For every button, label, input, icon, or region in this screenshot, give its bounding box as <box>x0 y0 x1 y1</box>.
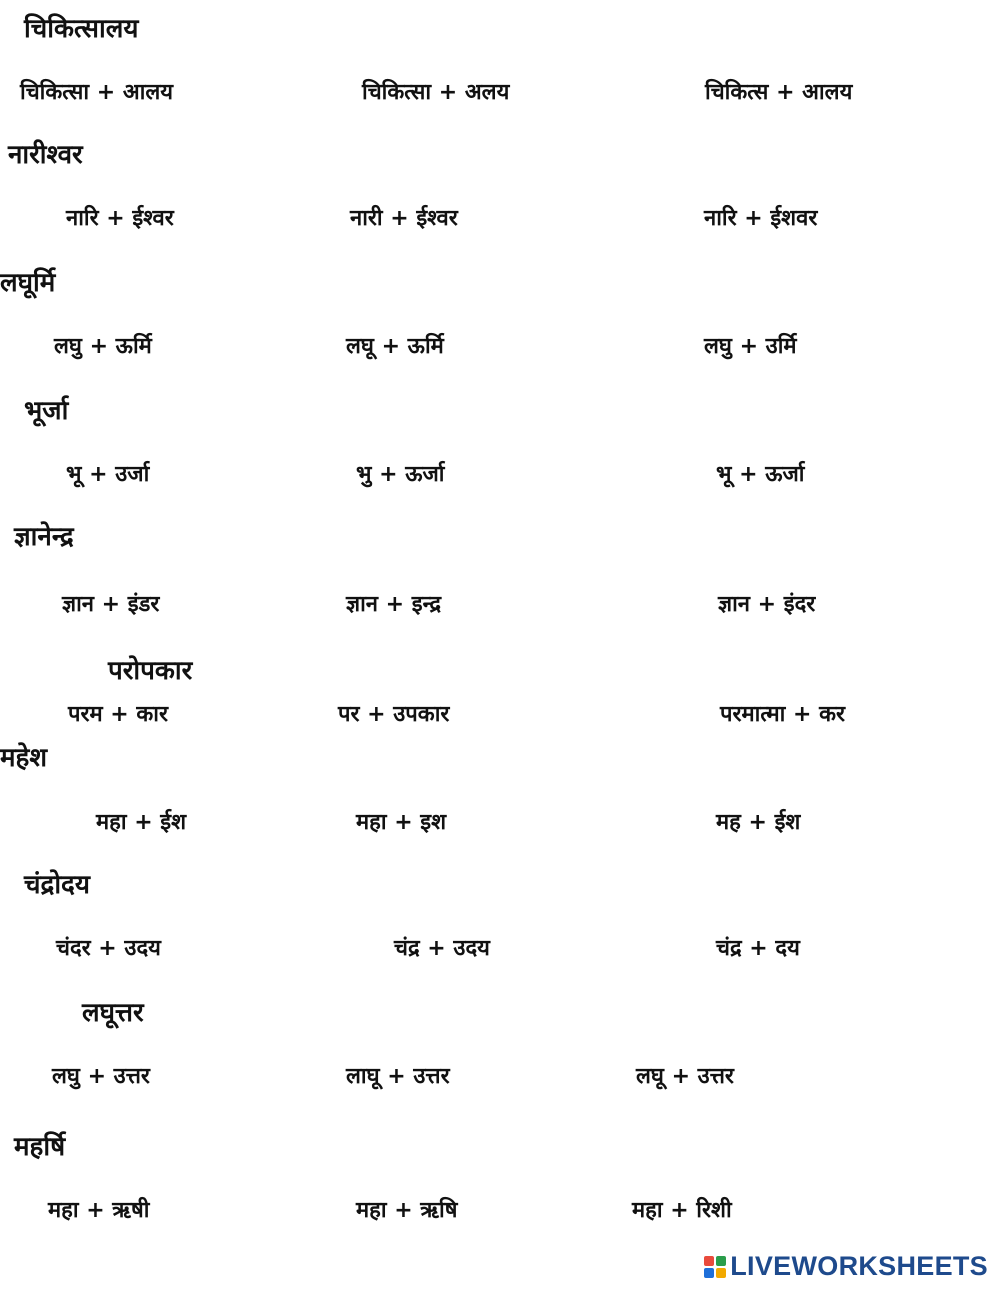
question-word: लघूर्मि <box>0 268 56 298</box>
option-2[interactable]: महा + ऋषि <box>356 1198 458 1223</box>
option-2[interactable]: ज्ञान + इन्द्र <box>346 592 442 617</box>
option-1[interactable]: परम + कार <box>68 702 168 727</box>
option-1[interactable]: चंदर + उदय <box>56 936 161 961</box>
option-2[interactable]: भु + ऊर्जा <box>356 462 445 487</box>
option-1[interactable]: महा + ऋषी <box>48 1198 150 1223</box>
option-3[interactable]: लघू + उत्तर <box>636 1064 734 1089</box>
option-1[interactable]: लघु + ऊर्मि <box>54 334 152 359</box>
liveworksheets-logo[interactable] <box>704 1251 988 1282</box>
option-3[interactable]: लघु + उर्मि <box>704 334 797 359</box>
option-1[interactable]: नारि + ईश्वर <box>66 206 174 231</box>
option-1[interactable]: भू + उर्जा <box>66 462 150 487</box>
question-word: लघूत्तर <box>82 998 144 1028</box>
logo-square-yellow <box>716 1268 726 1278</box>
option-3[interactable]: महा + रिशी <box>632 1198 732 1223</box>
option-2[interactable]: लाघू + उत्तर <box>346 1064 450 1089</box>
question-word: चिकित्सालय <box>24 14 139 44</box>
option-1[interactable]: चिकित्सा + आलय <box>20 80 174 105</box>
option-2[interactable]: चिकित्सा + अलय <box>362 80 510 105</box>
option-3[interactable]: भू + ऊर्जा <box>716 462 805 487</box>
option-3[interactable]: मह + ईश <box>716 810 801 835</box>
option-1[interactable]: लघु + उत्तर <box>52 1064 150 1089</box>
logo-square-blue <box>704 1268 714 1278</box>
option-1[interactable]: महा + ईश <box>96 810 187 835</box>
logo-square-green <box>716 1256 726 1266</box>
logo-square-red <box>704 1256 714 1266</box>
option-2[interactable]: पर + उपकार <box>338 702 450 727</box>
option-1[interactable]: ज्ञान + इंडर <box>62 592 160 617</box>
option-3[interactable]: नारि + ईशवर <box>704 206 818 231</box>
option-3[interactable]: परमात्मा + कर <box>720 702 846 727</box>
question-word: महर्षि <box>14 1132 66 1162</box>
option-3[interactable]: चंद्र + दय <box>716 936 800 961</box>
question-word: चंद्रोदय <box>24 870 90 900</box>
option-2[interactable]: नारी + ईश्वर <box>350 206 458 231</box>
logo-icon <box>704 1256 726 1278</box>
question-word: ज्ञानेन्द्र <box>14 522 74 552</box>
option-3[interactable]: चिकित्स + आलय <box>705 80 853 105</box>
option-2[interactable]: लघू + ऊर्मि <box>346 334 444 359</box>
question-word: महेश <box>0 743 48 773</box>
option-2[interactable]: महा + इश <box>356 810 447 835</box>
question-word: भूर्जा <box>24 396 69 426</box>
option-3[interactable]: ज्ञान + इंदर <box>718 592 816 617</box>
brand-name: LIVEWORKSHEETS <box>730 1251 988 1281</box>
question-word: नारीश्वर <box>8 140 83 170</box>
question-word: परोपकार <box>108 656 193 686</box>
option-2[interactable]: चंद्र + उदय <box>394 936 490 961</box>
